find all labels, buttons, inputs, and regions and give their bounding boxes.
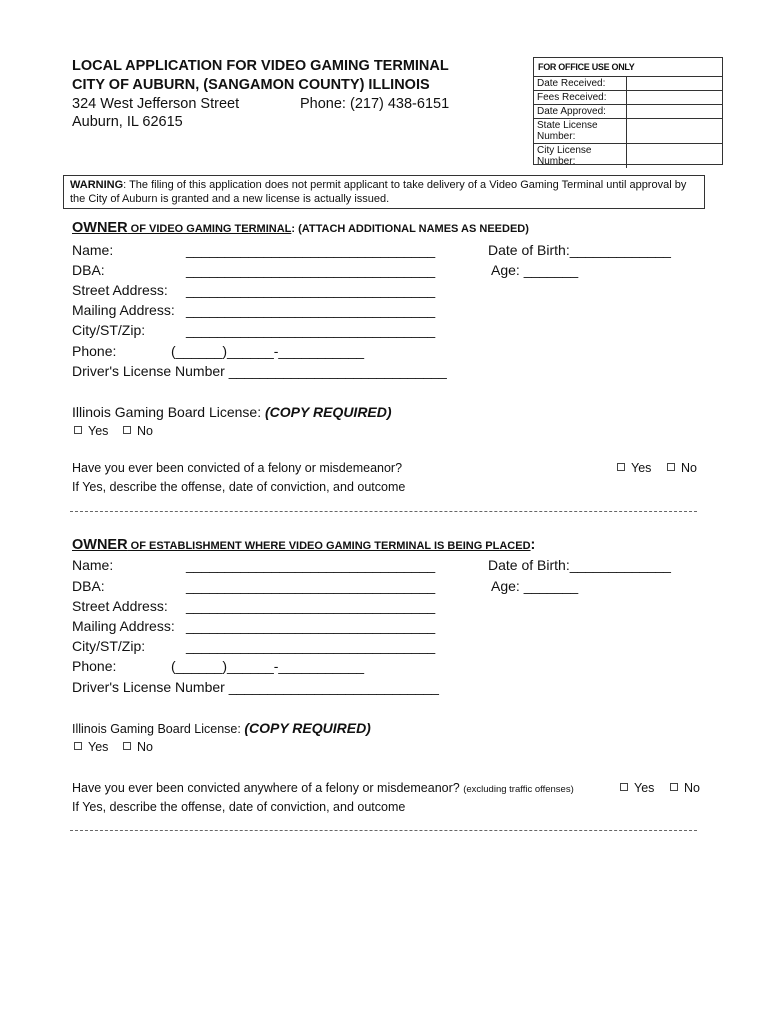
s2-mailing-label: Mailing Address: xyxy=(72,618,175,634)
section2-heading-rest: OF ESTABLISHMENT WHERE VIDEO GAMING TERMINAL IS BEING PLACED xyxy=(127,540,531,552)
section1-heading-owner: OWNER xyxy=(72,220,128,236)
s1-name-field[interactable]: ________________________________ xyxy=(186,242,436,258)
section2-heading-owner: OWNER xyxy=(72,537,128,553)
section1-heading-rest: OF VIDEO GAMING TERMINAL xyxy=(127,223,292,235)
office-label: State License Number: xyxy=(534,119,627,143)
office-label: Fees Received: xyxy=(534,91,627,104)
office-use-heading: FOR OFFICE USE ONLY xyxy=(534,58,722,77)
section1-heading-main xyxy=(72,220,291,236)
s1-felony-no-checkbox[interactable] xyxy=(667,461,697,475)
s1-drivers-license-field[interactable]: Driver's License Number ____________________________ xyxy=(72,363,447,379)
s2-felony-question-text: Have you ever been convicted anywhere of a felony or misdemeanor? xyxy=(72,781,460,795)
no-label: No xyxy=(137,424,153,438)
s2-name-label: Name: xyxy=(72,557,114,573)
office-row xyxy=(534,77,722,91)
checkbox-icon xyxy=(667,463,675,471)
s2-igb-yes-checkbox[interactable] xyxy=(74,740,108,754)
s2-felony-yes-checkbox[interactable] xyxy=(620,781,654,795)
s1-phone-field[interactable]: (______)______-___________ xyxy=(171,343,365,359)
checkbox-icon xyxy=(123,426,131,434)
checkbox-icon xyxy=(620,783,628,791)
office-value-field[interactable] xyxy=(627,105,722,118)
s1-felony-question: Have you ever been convicted of a felony or misdemeanor? xyxy=(72,461,403,475)
s1-city-label: City/ST/Zip: xyxy=(72,322,146,338)
office-phone: Phone: (217) 438-6151 xyxy=(300,96,450,112)
s1-street-field[interactable]: ________________________________ xyxy=(186,282,436,298)
s1-igb-label: Illinois Gaming Board License: xyxy=(72,404,265,420)
s2-igb-required: (COPY REQUIRED) xyxy=(244,720,371,736)
s2-dob-field[interactable]: Date of Birth:_____________ xyxy=(488,557,671,573)
s1-igb-no-checkbox[interactable] xyxy=(123,424,153,438)
office-row xyxy=(534,144,722,168)
s2-felony-note: (excluding traffic offenses) xyxy=(463,784,574,795)
s2-street-label: Street Address: xyxy=(72,598,168,614)
s1-felony-yes-checkbox[interactable] xyxy=(617,461,651,475)
section2-heading-tail: : xyxy=(530,537,536,553)
office-row xyxy=(534,119,722,144)
checkbox-icon xyxy=(670,783,678,791)
checkbox-icon xyxy=(74,742,82,750)
s2-dba-field[interactable]: ________________________________ xyxy=(186,578,436,594)
office-label: City License Number: xyxy=(534,144,627,168)
s1-city-field[interactable]: ________________________________ xyxy=(186,322,436,338)
s1-describe-line[interactable] xyxy=(70,511,697,512)
s2-felony-question xyxy=(72,781,574,795)
section2-heading-main xyxy=(72,537,531,553)
s2-city-field[interactable]: ________________________________ xyxy=(186,638,436,654)
no-label: No xyxy=(681,461,697,475)
street-address: 324 West Jefferson Street xyxy=(72,96,240,112)
office-use-box xyxy=(533,57,723,165)
s2-city-label: City/ST/Zip: xyxy=(72,638,146,654)
s2-drivers-license-field[interactable]: Driver's License Number ___________________________ xyxy=(72,679,439,695)
section1-heading-tail: : (ATTACH ADDITIONAL NAMES AS NEEDED) xyxy=(291,223,529,235)
office-value-field[interactable] xyxy=(627,119,722,143)
office-value-field[interactable] xyxy=(627,77,722,90)
yes-label: Yes xyxy=(88,424,109,438)
office-row xyxy=(534,91,722,105)
warning-label: WARNING xyxy=(70,179,124,191)
s1-igb-license xyxy=(72,404,392,420)
yes-label: Yes xyxy=(88,740,109,754)
s1-street-label: Street Address: xyxy=(72,282,168,298)
warning-box xyxy=(63,175,705,209)
s1-mailing-label: Mailing Address: xyxy=(72,302,175,318)
s1-igb-required: (COPY REQUIRED) xyxy=(265,404,392,420)
s1-age-field[interactable]: Age: _______ xyxy=(491,262,579,278)
s2-igb-label: Illinois Gaming Board License: xyxy=(72,722,245,736)
office-row xyxy=(534,105,722,119)
s1-dob-field[interactable]: Date of Birth:_____________ xyxy=(488,242,671,258)
s2-igb-license xyxy=(72,720,371,736)
office-label: Date Received: xyxy=(534,77,627,90)
s1-phone-label: Phone: xyxy=(72,343,117,359)
city-address: Auburn, IL 62615 xyxy=(72,114,183,130)
checkbox-icon xyxy=(617,463,625,471)
s2-describe-line[interactable] xyxy=(70,830,697,831)
s2-igb-no-checkbox[interactable] xyxy=(123,740,153,754)
s1-name-label: Name: xyxy=(72,242,114,258)
s2-mailing-field[interactable]: ________________________________ xyxy=(186,618,436,634)
s2-phone-field[interactable]: (______)______-___________ xyxy=(171,658,365,674)
section2-heading xyxy=(72,537,535,553)
no-label: No xyxy=(684,781,700,795)
s1-igb-yes-checkbox[interactable] xyxy=(74,424,108,438)
s2-describe-offense: If Yes, describe the offense, date of conviction, and outcome xyxy=(72,800,406,814)
warning-text: : The filing of this application does not permit applicant to take delivery of a Video Gaming Terminal until approval by the City of Auburn is granted and a new license is actually issued. xyxy=(70,179,687,205)
s1-dba-label: DBA: xyxy=(72,262,105,278)
form-title: LOCAL APPLICATION FOR VIDEO GAMING TERMINAL xyxy=(72,58,449,74)
s1-describe-offense: If Yes, describe the offense, date of conviction, and outcome xyxy=(72,480,406,494)
s2-street-field[interactable]: ________________________________ xyxy=(186,598,436,614)
yes-label: Yes xyxy=(631,461,652,475)
no-label: No xyxy=(137,740,153,754)
office-value-field[interactable] xyxy=(627,144,722,168)
s1-dba-field[interactable]: ________________________________ xyxy=(186,262,436,278)
s2-felony-no-checkbox[interactable] xyxy=(670,781,700,795)
s2-dba-label: DBA: xyxy=(72,578,105,594)
s2-phone-label: Phone: xyxy=(72,658,117,674)
s1-mailing-field[interactable]: ________________________________ xyxy=(186,302,436,318)
checkbox-icon xyxy=(74,426,82,434)
yes-label: Yes xyxy=(634,781,655,795)
s2-age-field[interactable]: Age: _______ xyxy=(491,578,579,594)
section1-heading xyxy=(72,220,529,236)
form-subtitle: CITY OF AUBURN, (SANGAMON COUNTY) ILLINOIS xyxy=(72,77,430,93)
office-label: Date Approved: xyxy=(534,105,627,118)
office-value-field[interactable] xyxy=(627,91,722,104)
checkbox-icon xyxy=(123,742,131,750)
s2-name-field[interactable]: ________________________________ xyxy=(186,557,436,573)
